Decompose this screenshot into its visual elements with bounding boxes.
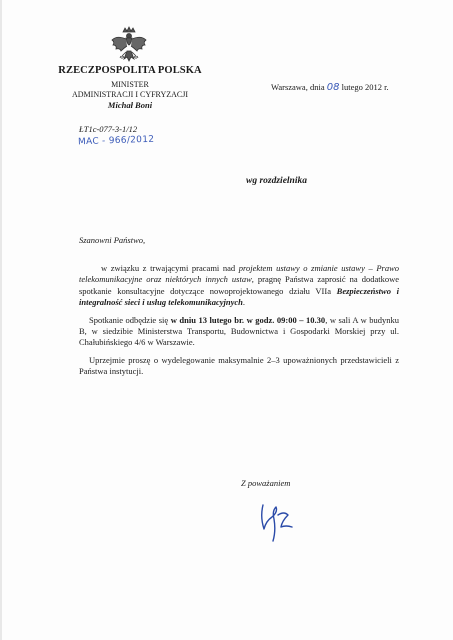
closing: Z poważaniem xyxy=(241,478,291,488)
dateline-prefix: Warszawa, dnia xyxy=(271,82,325,92)
p2-text-2: , w sali A w budynku B, w siedzibie Ministerstwa Transportu, Budownictwa i Gospodarki Morskiej przy ul. Chałubińskiego 4/6 w Warszawie. xyxy=(79,314,399,348)
country-name: RZECZPOSPOLITA POLSKA xyxy=(58,65,202,76)
p1-text-1: w związku z trwającymi pracami nad xyxy=(101,263,239,273)
p2-text-1: Spotkanie odbędzie się xyxy=(89,314,171,325)
p1-section-title: Bezpieczeństwo i integralność sieci i usług telekomunikacyjnych xyxy=(79,285,399,308)
scan-edge xyxy=(0,0,2,640)
dateline xyxy=(271,82,389,93)
reference-number: ŁT1c-077-3-1/12 xyxy=(79,124,138,134)
salutation: Szanowni Państwo, xyxy=(79,235,146,245)
dateline-day: 08 xyxy=(326,82,340,93)
recipient: wg rozdzielnika xyxy=(246,176,307,186)
minister-title: MINISTER xyxy=(111,80,149,89)
p1-text-2: , pragnę Państwa zaprosić na dodatkowe spotkanie konsultacyjne dotyczące nowoprojektowanego działu VIIa xyxy=(79,274,399,296)
minister-name: Michał Boni xyxy=(107,100,153,110)
minister-department: ADMINISTRACJI I CYFRYZACJI xyxy=(71,89,188,99)
handwritten-registry-stamp: MAC - 966/2012 xyxy=(77,134,155,148)
p1-text-3: . xyxy=(242,297,245,308)
paragraph-meeting-details xyxy=(79,315,399,349)
handwritten-signature xyxy=(254,497,304,547)
paragraph-request: Uprzejmie proszę o wydelegowanie maksymalnie 2–3 upoważnionych przedstawicieli z Państwa instytucji. xyxy=(79,354,399,377)
letter-body xyxy=(79,263,399,384)
p1-bill-title: projektem ustawy o zmianie ustawy – Prawo telekomunikacyjne oraz niektórych innych ustaw xyxy=(79,263,399,285)
dateline-suffix: lutego 2012 r. xyxy=(341,82,389,92)
issuer-block xyxy=(40,66,220,110)
p2-date-time: w dniu 13 lutego br. w godz. 09:00 – 10.30 xyxy=(170,314,326,325)
polish-eagle-emblem-icon xyxy=(109,26,149,68)
paragraph-invitation xyxy=(79,263,399,309)
